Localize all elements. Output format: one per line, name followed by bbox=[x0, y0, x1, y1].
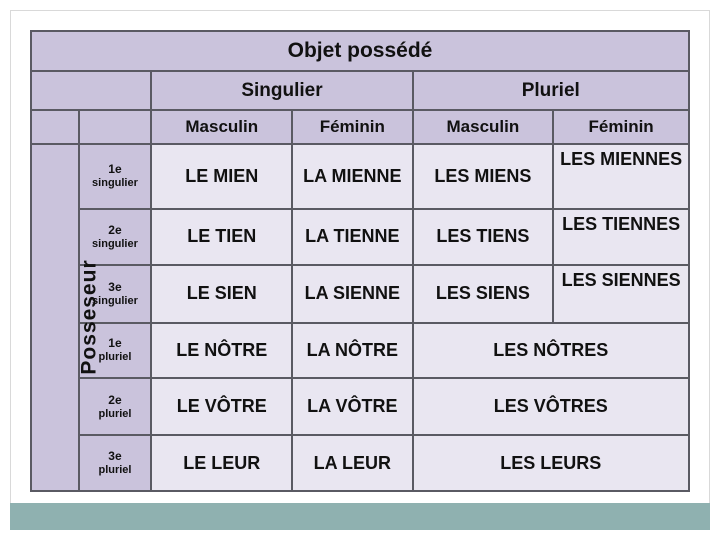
side-label-posseseur: Posseseur bbox=[77, 259, 101, 376]
blank-corner-cell bbox=[32, 72, 150, 108]
pronoun-cell-plural-merged: LES NÔTRES bbox=[414, 324, 688, 377]
pronoun-cell: LE SIEN bbox=[152, 266, 291, 322]
group-header-pluriel: Pluriel bbox=[414, 72, 688, 108]
person-number: 2e bbox=[108, 222, 122, 237]
pronoun-cell: LA NÔTRE bbox=[293, 324, 411, 377]
person-number: 3e bbox=[108, 449, 122, 464]
pronoun-cell: LES TIENNES bbox=[554, 210, 688, 264]
gender-header-feminin-singulier: Féminin bbox=[293, 111, 411, 143]
person-number: 1e bbox=[108, 336, 122, 351]
pronoun-cell-plural-merged: LES LEURS bbox=[414, 436, 688, 490]
pronoun-cell-plural-merged: LES VÔTRES bbox=[414, 379, 688, 435]
pronoun-cell: LA VÔTRE bbox=[293, 379, 411, 435]
person-label: singulier bbox=[92, 294, 138, 307]
blank-corner-cell bbox=[80, 111, 151, 143]
person-cell bbox=[80, 210, 151, 264]
person-number: 1e bbox=[108, 162, 122, 177]
gender-header-feminin-pluriel: Féminin bbox=[554, 111, 688, 143]
pronoun-cell: LE VÔTRE bbox=[152, 379, 291, 435]
person-label: pluriel bbox=[98, 407, 132, 420]
table-title: Objet possédé bbox=[32, 32, 688, 70]
group-header-singulier: Singulier bbox=[152, 72, 411, 108]
person-number: 3e bbox=[108, 279, 122, 294]
pronoun-cell: LA MIENNE bbox=[293, 145, 411, 208]
pronoun-cell: LA SIENNE bbox=[293, 266, 411, 322]
pronoun-cell: LE MIEN bbox=[152, 145, 291, 208]
pronoun-cell: LES SIENS bbox=[414, 266, 553, 322]
person-label: pluriel bbox=[98, 351, 132, 364]
pronoun-cell: LES MIENNES bbox=[554, 145, 688, 208]
blank-corner-cell bbox=[32, 111, 78, 143]
person-label: singulier bbox=[92, 237, 138, 250]
table-grid bbox=[30, 30, 690, 492]
pronoun-cell: LES TIENS bbox=[414, 210, 553, 264]
person-cell bbox=[80, 436, 151, 490]
possessive-pronoun-table bbox=[30, 30, 690, 492]
person-label: pluriel bbox=[98, 464, 132, 477]
pronoun-cell: LES SIENNES bbox=[554, 266, 688, 322]
gender-header-masculin-singulier: Masculin bbox=[152, 111, 291, 143]
person-label: singulier bbox=[92, 177, 138, 190]
person-cell bbox=[80, 379, 151, 435]
pronoun-cell: LA TIENNE bbox=[293, 210, 411, 264]
pronoun-cell: LE LEUR bbox=[152, 436, 291, 490]
pronoun-cell: LE NÔTRE bbox=[152, 324, 291, 377]
pronoun-cell: LES MIENS bbox=[414, 145, 553, 208]
pronoun-cell: LE TIEN bbox=[152, 210, 291, 264]
person-cell bbox=[80, 145, 151, 208]
person-number: 2e bbox=[108, 392, 122, 407]
pronoun-cell: LA LEUR bbox=[293, 436, 411, 490]
gender-header-masculin-pluriel: Masculin bbox=[414, 111, 553, 143]
footer-bar bbox=[10, 503, 710, 530]
side-label-cell bbox=[32, 145, 101, 490]
